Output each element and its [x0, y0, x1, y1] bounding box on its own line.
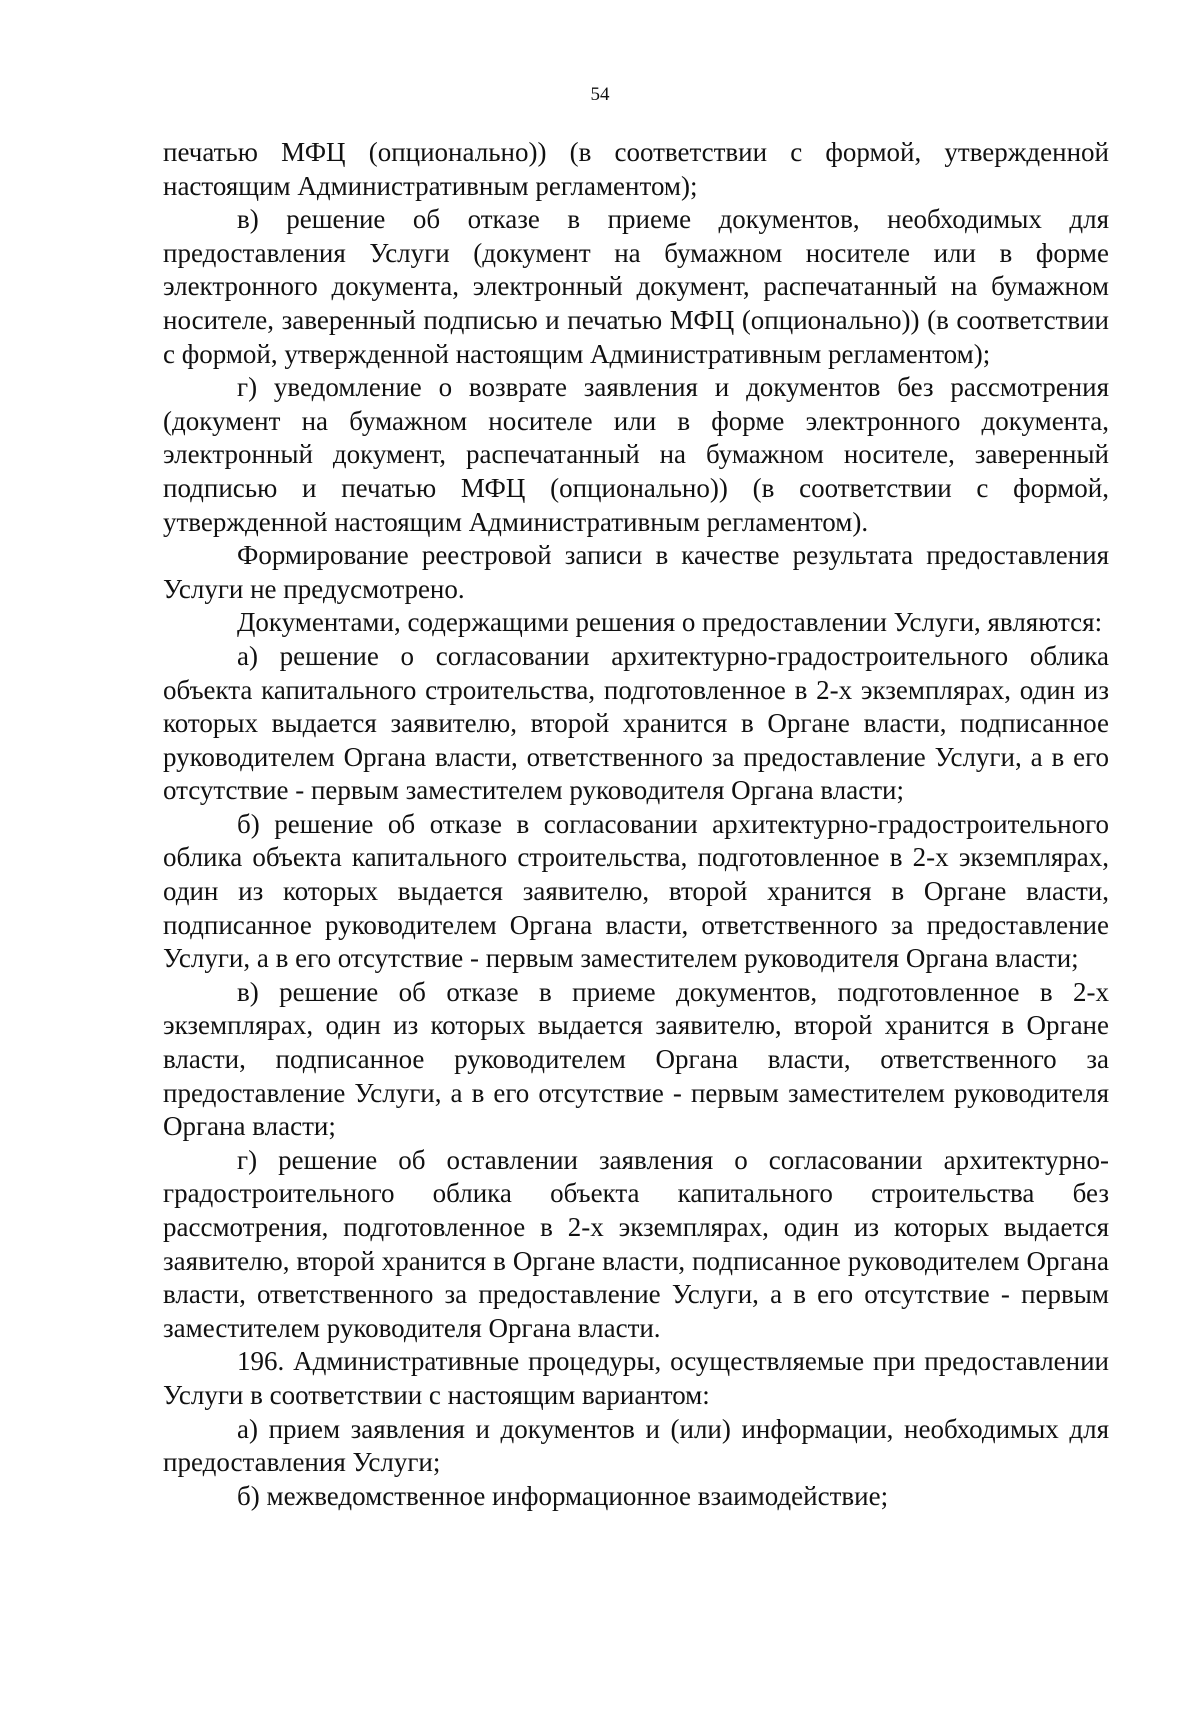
paragraph-procedure-a: а) прием заявления и документов и (или) информации, необходимых для предоставления Услуги;	[163, 1413, 1109, 1478]
paragraph-continuation: печатью МФЦ (опционально)) (в соответствии с формой, утвержденной настоящим Административным регламентом);	[163, 137, 1109, 201]
paragraph-decision-g: г) решение об оставлении заявления о согласовании архитектурно-градостроительного облика объекта капитального строительства без рассмотрения, подготовленное в 2-х экземплярах, один из которых выдается заявителю, второй хранится в Органе власти, подписанное руководителем Органа власти, ответственного за предоставление Услуги, а в его отсутствие - первым заместителем руководителя Органа власти.	[163, 1144, 1109, 1343]
paragraph-decision-documents-intro: Документами, содержащими решения о предоставлении Услуги, являются:	[237, 607, 1103, 638]
paragraph-list-item-g: г) уведомление о возврате заявления и документов без рассмотрения (документ на бумажном носителе или в форме электронного документа, электронный документ, распечатанный на бумажном носителе, заверенный подписью и печатью МФЦ (опционально)) (в соответствии с формой, утвержденной настоящим Административным регламентом).	[163, 372, 1109, 537]
paragraph-decision-a: а) решение о согласовании архитектурно-градостроительного облика объекта капитального строительства, подготовленное в 2-х экземплярах, один из которых выдается заявителю, второй хранится в Органе власти, подписанное руководителем Органа власти, ответственного за предоставление Услуги, а в его отсутствие - первым заместителем руководителя Органа власти;	[163, 640, 1109, 806]
paragraph-list-item-v: в) решение об отказе в приеме документов, необходимых для предоставления Услуги (документ на бумажном носителе или в форме электронного документа, электронный документ, распечатанный на бумажном носителе, заверенный подписью и печатью МФЦ (опционально)) (в соответствии с формой, утвержденной настоящим Административным регламентом);	[163, 204, 1109, 369]
paragraph-registry-note: Формирование реестровой записи в качестве результата предоставления Услуги не предусмотрено.	[163, 540, 1109, 604]
document-body	[163, 136, 1109, 1513]
page-number: 54	[590, 84, 610, 105]
paragraph-decision-b: б) решение об отказе в согласовании архитектурно-градостроительного облика объекта капитального строительства, подготовленное в 2-х экземплярах, один из которых выдается заявителю, второй хранится в Органе власти, подписанное руководителем Органа власти, ответственного за предоставление Услуги, а в его отсутствие - первым заместителем руководителя Органа власти;	[163, 808, 1109, 974]
paragraph-decision-v: в) решение об отказе в приеме документов, подготовленное в 2-х экземплярах, один из которых выдается заявителю, второй хранится в Органе власти, подписанное руководителем Органа власти, ответственного за предоставление Услуги, а в его отсутствие - первым заместителем руководителя Органа власти;	[163, 976, 1109, 1142]
paragraph-section-196: 196. Административные процедуры, осуществляемые при предоставлении Услуги в соответствии с настоящим вариантом:	[163, 1346, 1109, 1410]
paragraph-procedure-b: б) межведомственное информационное взаимодействие;	[237, 1480, 889, 1511]
